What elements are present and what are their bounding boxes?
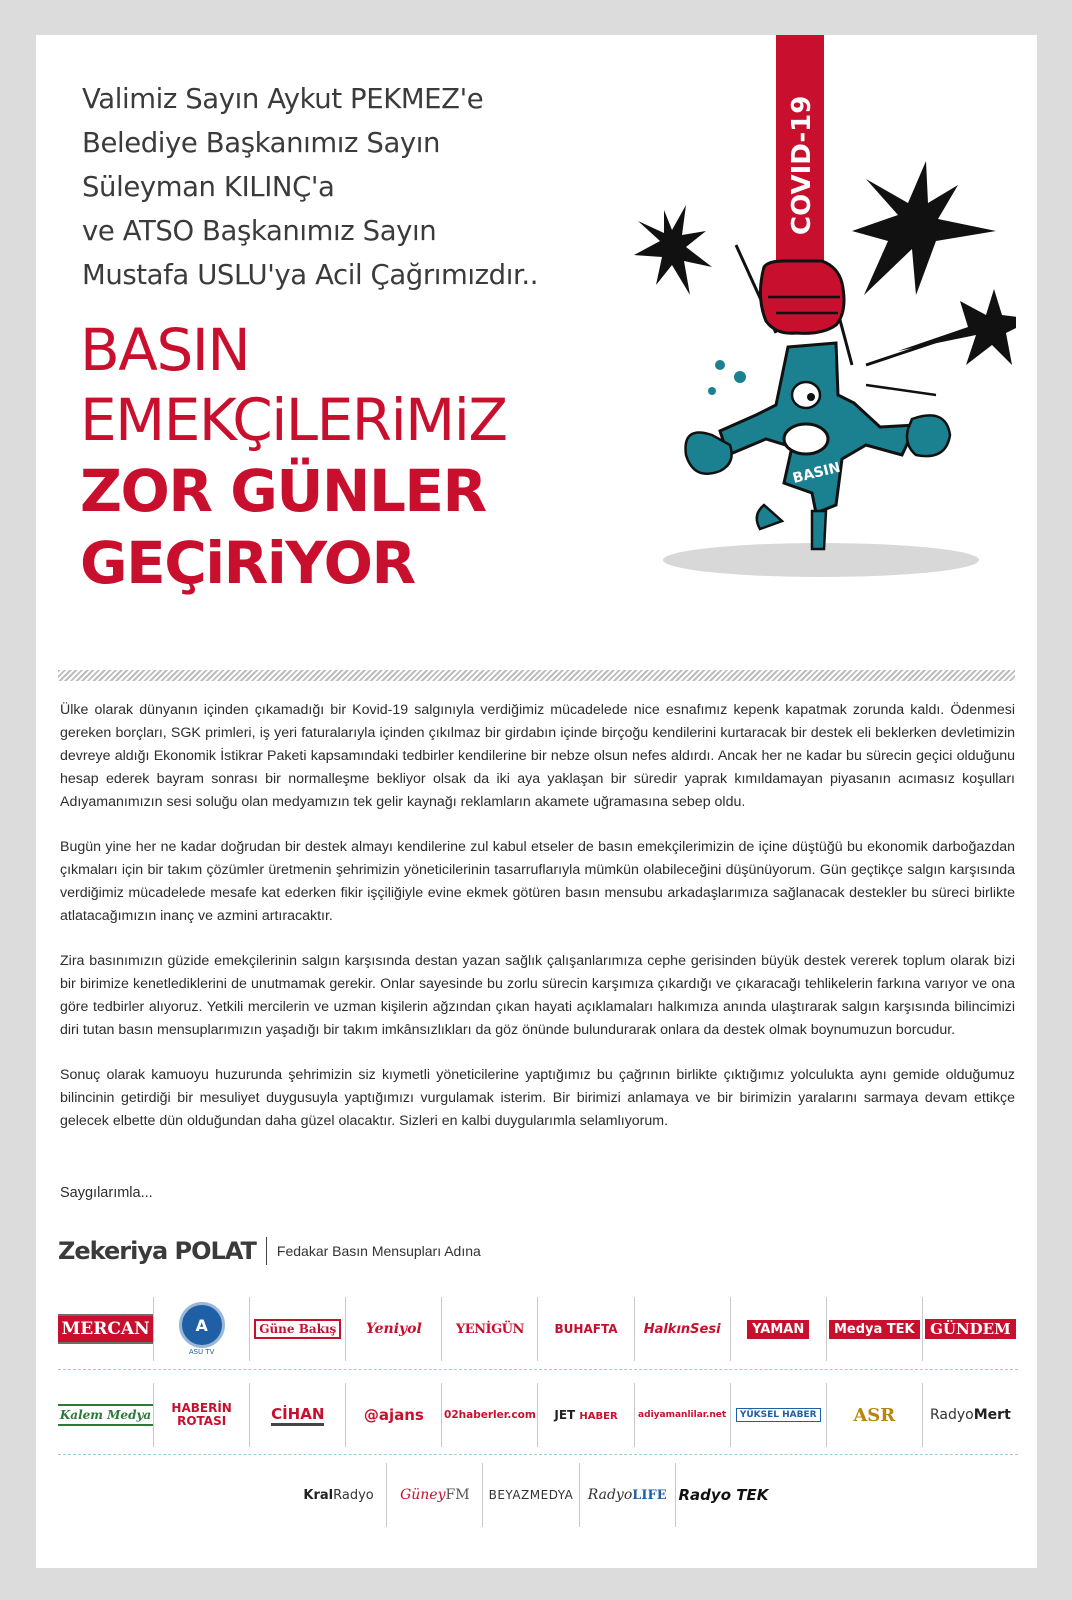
sweat-drop-icon: [734, 371, 746, 383]
logo-row-separator: [58, 1454, 1018, 1455]
addressee-line: Valimiz Sayın Aykut PEKMEZ'e: [82, 83, 484, 115]
headline-line-bold: ZOR GÜNLER: [80, 457, 486, 525]
addressee-block: [82, 77, 552, 297]
logo-text: Kalem Medya: [58, 1404, 154, 1426]
gundem-logo: [923, 1297, 1018, 1361]
hatched-divider: [58, 670, 1015, 681]
logo-text: MERCAN: [58, 1314, 154, 1344]
yenigun-logo: [442, 1297, 538, 1361]
logo-text: Radyo: [587, 1487, 633, 1503]
yeniyol-logo: [346, 1297, 442, 1361]
guney-fm-logo: [387, 1463, 483, 1527]
logo-text: YÜKSEL HABER: [736, 1408, 821, 1422]
sweat-drop-icon: [708, 387, 716, 395]
foot-icon: [757, 505, 782, 529]
logo-text: YAMAN: [747, 1320, 809, 1339]
signer-name: Zekeriya POLAT: [58, 1237, 267, 1265]
headline-line-bold: GEÇiRiYOR: [80, 529, 415, 597]
logo-text-wrap: [303, 1488, 373, 1503]
logo-text: YENİGÜN: [455, 1321, 524, 1337]
paragraph: Zira basınımızın güzide emekçilerinin salgın karşısında destan yazan sağlık çalışanlarımıza cephe gerisinden büyük destek vererek toplum olarak bizi bir birimize kenetlediklerini de unutmamak gerekir. Onlar sayesinde bu zorlu sürecin karşımıza çıkardığı ve çıkaracağı tehlikelerin farkına varıyor ve ona göre tedbirler alıyoruz. Yetkili mercilerin ve uzman kişilerin ağzından çıkan hayati açıklamaları halkımıza anında ulaştırarak salgın karşısında bilincimizi diri tutan basın mensuplarımızın yaşadığı bir takım imkânsızlıkları da göz önünde bulundurarak onlara da destek olmak boynumuzun borcudur.: [60, 953, 1015, 1038]
closing-salutation: Saygılarımla...: [60, 1185, 153, 1201]
burst-line: [866, 335, 956, 365]
radyo-mert-logo: [923, 1383, 1018, 1447]
eye: [792, 382, 820, 408]
basin-label: BASIN: [791, 459, 843, 487]
headline-line: EMEKÇiLERiMiZ: [80, 386, 507, 454]
logo-text: HalkınSesi: [643, 1321, 721, 1337]
gune-bakis-logo: [250, 1297, 346, 1361]
logo-text: ROTASI: [177, 1414, 227, 1428]
paragraph: Ülke olarak dünyanın içinden çıkamadığı bir Kovid-19 salgınıyla verdiğimiz mücadelede nice esnafımız kepenk kapatmak zorunda kaldı. Ödenmesi gereken borçları, SGK primleri, iş yeri faturalarıyla içinden çıkılmaz bir girdabın içinde birçoğu kendilerini kurtaracak bir destek eli beklerken devletimizin devreye aldığı Ekonomik İstikrar Paketi kapsamındaki tedbirler kendilerine bir nebze olsun nefes aldırdı. Ancak her ne kadar bu sürecin geçici olduğunu hesap ederek bayram sonrası bir normalleşme bekliyor olsak da iki aya yaklaşan bir süredir yaprak kımıldamayan piyasanın acımasız koşulları Adıyamanımızın sesi soluğu olan medyamızın tek gelir kaynağı reklamların akamete uğramasına sebep oldu.: [60, 702, 1015, 810]
o2haberler-logo: [442, 1383, 538, 1447]
headline: [80, 315, 600, 599]
burst-line: [866, 385, 936, 395]
logo-text-wrap: [930, 1407, 1011, 1423]
paragraph: Sonuç olarak kamuoyu huzurunda şehrimizin siz kıymetli yöneticilerine yaptığımız bu çağrının birlikte çıktığımız yolculukta aynı gemide olduğumuz bilincinin getirdiği bir mesuliyet duygusuyla yaptığımızı vurgulamak isterim. Bir birimizi anlamaya ve bir birimizin yaralarını sarmaya devam ettikçe gelecek elbette dün olduğundan daha güzel olacaktır. Sizleri en kalbi duygularımla selamlıyorum.: [60, 1067, 1015, 1129]
halkin-sesi-logo: [635, 1297, 731, 1361]
pupil: [807, 393, 815, 401]
covid-label: COVID-19: [787, 95, 817, 235]
asutv-disc-icon: A: [179, 1302, 225, 1348]
logo-text: Radyo: [930, 1407, 974, 1423]
mercan-logo: [58, 1297, 154, 1361]
sponsor-logo-row: [58, 1297, 1018, 1361]
kral-radyo-logo: [291, 1463, 387, 1527]
beyaz-medya-logo: [483, 1463, 579, 1527]
logo-text: GÜNDEM: [925, 1319, 1016, 1339]
sweat-drop-icon: [715, 360, 725, 370]
logo-text-wrap: [554, 1408, 617, 1422]
adiyamanlilar-logo: [635, 1383, 731, 1447]
ajans-logo: [346, 1383, 442, 1447]
logo-text: Radyo: [333, 1487, 374, 1503]
foot-icon: [812, 511, 826, 549]
logo-text: HABERİN: [171, 1401, 232, 1415]
logo-text: BUHAFTA: [554, 1322, 618, 1336]
logo-text: ASU TV: [188, 1348, 215, 1356]
asutv-logo: [154, 1297, 250, 1361]
jet-haber-logo: [538, 1383, 634, 1447]
logo-text: Güney: [400, 1487, 446, 1503]
cihan-logo: [250, 1383, 346, 1447]
sponsor-logo-row: [58, 1383, 1018, 1447]
medya-tek-logo: [827, 1297, 923, 1361]
yaman-logo: [731, 1297, 827, 1361]
logo-text: @ajans: [363, 1406, 424, 1424]
logo-text-wrap: [400, 1487, 469, 1503]
logo-row-separator: [58, 1369, 1018, 1370]
logo-text-wrap: [588, 1487, 667, 1503]
signature-block: [58, 1231, 481, 1271]
logo-text: 02haberler.com: [444, 1409, 536, 1421]
logo-text: FM: [445, 1487, 470, 1503]
impact-star-icon: [852, 161, 996, 295]
headline-line: BASIN: [80, 316, 250, 384]
logo-text: Radyo TEK: [678, 1486, 769, 1504]
logo-text: Medya TEK: [829, 1320, 920, 1339]
haberin-rotasi-logo: [154, 1383, 250, 1447]
addressee-line: ve ATSO Başkanımız Sayın: [82, 215, 437, 247]
impact-star-icon: [634, 205, 712, 295]
logo-text: HABER: [579, 1411, 618, 1422]
mouth: [784, 424, 828, 454]
logo-text: ASR: [853, 1404, 896, 1426]
hand-icon: [907, 415, 950, 456]
logo-text: CİHAN: [271, 1405, 324, 1426]
addressee-line: Mustafa USLU'ya Acil Çağrımızdır..: [82, 259, 539, 291]
radyo-tek-logo: [676, 1463, 771, 1527]
logo-text: adiyamanlilar.net: [638, 1410, 727, 1420]
logo-text: JET: [554, 1408, 576, 1422]
paragraph: Bugün yine her ne kadar doğrudan bir destek almayı kendilerine zul kabul etseler de basın emekçilerimizin de içine düştüğü bu ekonomik darboğazdan çıkmaları için bir takım çözümler üretmenin şehrimizin yöneticilerinin tasarruflarıyla mümkün olabileceğini düşünüyorum. Gün geçtikçe salgın karşısında verdiğimiz mücadelede mesafe kat ederken fikir işçiliğiyle evine ekmek götüren basın mensubu arkadaşlarımıza sağlanacak destekler bu süreci birlikte atlatacağımızın inanç ve azmini artıracaktır.: [60, 839, 1015, 924]
advertisement-page: [36, 35, 1037, 1568]
addressee-line: Belediye Başkanımız Sayın: [82, 127, 441, 159]
impact-star-icon: [898, 289, 1016, 365]
kalem-medya-logo: [58, 1383, 154, 1447]
covid-punching-press-illustration: [616, 35, 1016, 595]
logo-text: Güne Bakış: [254, 1319, 341, 1339]
body-text: [60, 699, 1015, 1155]
logo-text: Yeniyol: [365, 1321, 422, 1337]
asr-logo: [827, 1383, 923, 1447]
yuksel-haber-logo: [731, 1383, 827, 1447]
addressee-line: Süleyman KILINÇ'a: [82, 171, 335, 203]
logo-text: Kral: [303, 1487, 334, 1503]
logo-text: LIFE: [632, 1488, 667, 1503]
signer-role: Fedakar Basın Mensupları Adına: [276, 1243, 481, 1259]
sponsor-logo-row: [291, 1463, 771, 1527]
buhafta-logo: [538, 1297, 634, 1361]
radyo-life-logo: [580, 1463, 676, 1527]
logo-text: Mert: [973, 1407, 1011, 1423]
logo-text: BEYAZMEDYA: [488, 1488, 574, 1502]
